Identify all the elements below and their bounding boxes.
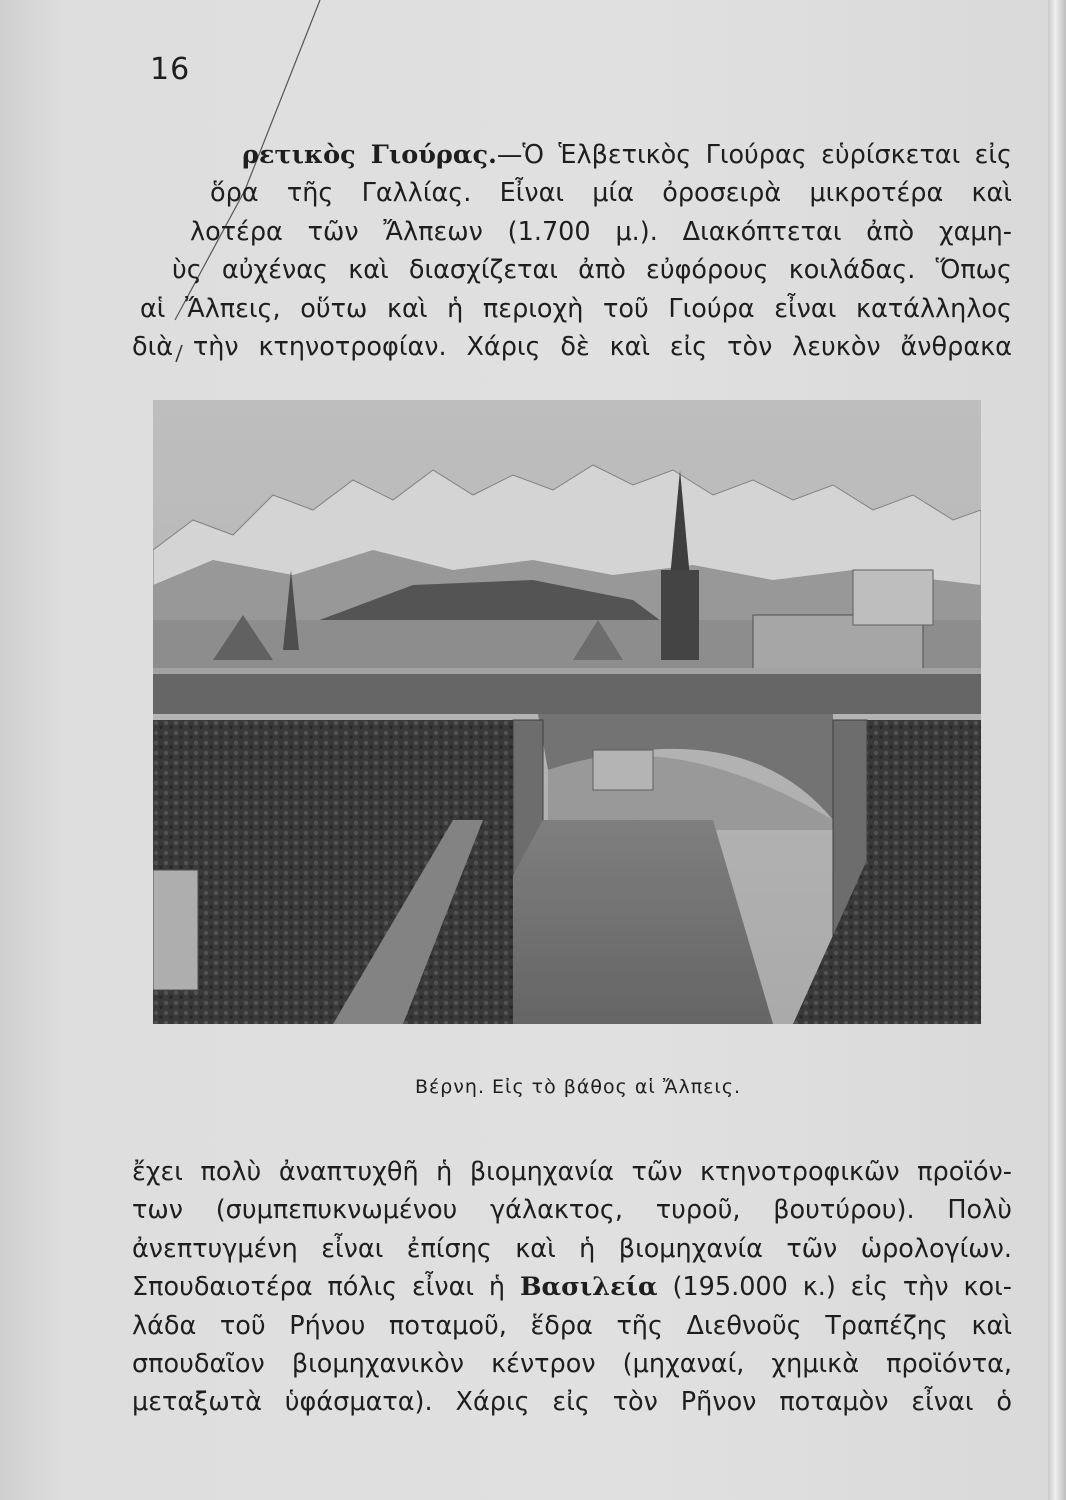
text-fragment: (195.000 κ.) εἰς τὴν κοι-	[657, 1272, 1012, 1303]
text-line: σπουδαῖον βιομηχανικὸν κέντρον (μηχαναί, χημικὰ προϊόντα,	[132, 1349, 1012, 1380]
text-line	[132, 136, 1012, 174]
text-line-rest: —Ὁ Ἑλβετικὸς Γιούρας εὑρίσκεται εἰς	[496, 140, 1012, 170]
text-line: λοτέρα τῶν Ἄλπεων (1.700 μ.). Διακόπτεται ἀπὸ χαμη-	[190, 216, 1012, 247]
text-line: μεταξωτὰ ὑφάσματα). Χάρις εἰς τὸν Ρῆνον ποταμὸν εἶναι ὁ	[132, 1387, 1012, 1418]
text-line: ὺς αὐχένας καὶ διασχίζεται ἀπὸ εὐφόρους κοιλάδας. Ὅπως	[172, 255, 1012, 286]
text-fragment: Σπουδαιοτέρα πόλις εἶναι ἡ	[132, 1272, 520, 1303]
text-line: λάδα τοῦ Ρήνου ποταμοῦ, ἕδρα τῆς Διεθνοῦς Τραπέζης καὶ	[132, 1310, 1012, 1341]
text-line: διὰ τὴν κτηνοτροφίαν. Χάρις δὲ καὶ εἰς τὸν λευκὸν ἄνθρακα	[132, 332, 1012, 363]
top-paragraph	[132, 136, 1012, 366]
city-name-bold: Βασιλεία	[519, 1272, 658, 1303]
text-line	[132, 1268, 1012, 1306]
bern-bridge-photo	[153, 400, 981, 1024]
text-line: των (συμπεπυκνωμένου γάλακτος, τυροῦ, βουτύρου). Πολὺ	[132, 1195, 1012, 1226]
heading-inline: ρετικὸς Γιούρας.	[242, 140, 497, 170]
photo-caption: Βέρνη. Εἰς τὸ βάθος αἱ Ἄλπεις.	[414, 1076, 742, 1098]
photo-illustration	[153, 400, 981, 1024]
text-line: ἀνεπτυγμένη εἶναι ἐπίσης καὶ ἡ βιομηχανία τῶν ὡρολογίων.	[132, 1233, 1012, 1264]
text-line: ἔχει πολὺ ἀναπτυχθῆ ἡ βιομηχανία τῶν κτηνοτροφικῶν προϊόν-	[132, 1157, 1012, 1187]
bottom-paragraph	[132, 1153, 1012, 1422]
text-line: αἱ Ἄλπεις, οὕτω καὶ ἡ περιοχὴ τοῦ Γιούρα εἶναι κατάλληλος	[140, 293, 1012, 324]
page-number: 16	[150, 52, 191, 87]
text-line: ὅρα τῆς Γαλλίας. Εἶναι μία ὀροσειρὰ μικροτέρα καὶ	[210, 178, 1012, 209]
